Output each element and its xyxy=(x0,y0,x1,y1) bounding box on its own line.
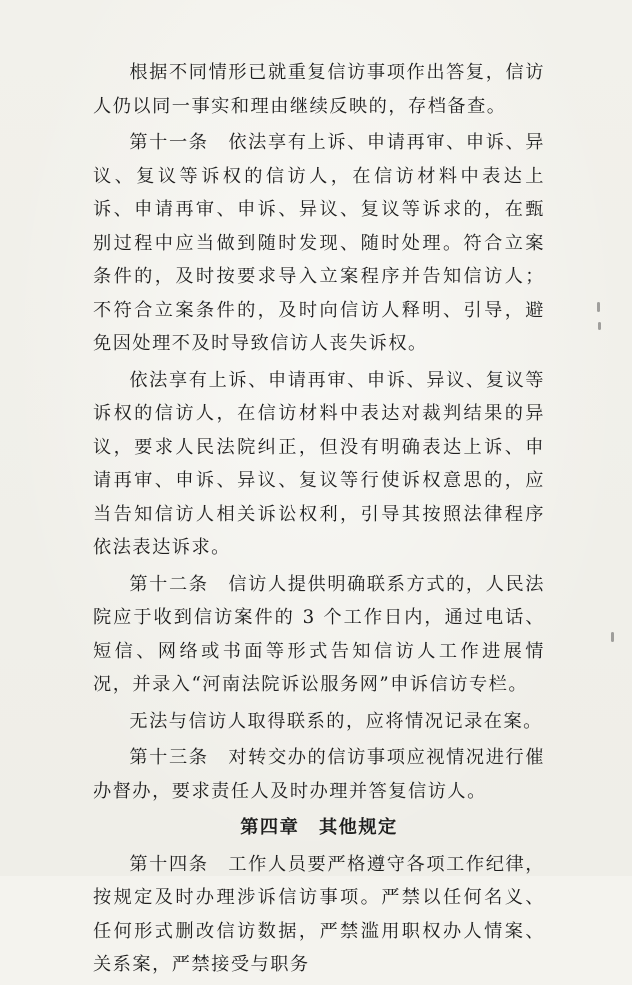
paragraph-article-11-cont: 依法享有上诉、申请再审、申诉、异议、复议等诉权的信访人，在信访材料中表达对裁判结果的异议，要求人民法院纠正，但没有明确表达上诉、申请再审、申诉、异议、复议等行使诉权意思的，应当告知信访人相关诉讼权利，引导其按照法律程序依法表达诉求。 xyxy=(93,369,545,558)
paragraph-article-11: 第十一条 依法享有上诉、申请再审、申诉、异议、复议等诉权的信访人，在信访材料中表达上诉、申请再审、申诉、异议、复议等诉求的，在甄别过程中应当做到随时发现、随时处理。符合立案条件的，及时按要求导入立案程序并告知信访人；不符合立案条件的，及时向信访人释明、引导，避免因处理不及时导致信访人丧失诉权。 xyxy=(93,132,545,354)
paragraph-article-13: 第十三条 对转交办的信访事项应视情况进行催办督办，要求责任人及时办理并答复信访人。 xyxy=(93,747,545,802)
paragraph-no-contact: 无法与信访人取得联系的，应将情况记录在案。 xyxy=(129,710,543,732)
paragraph-archive-rule: 根据不同情形已就重复信访事项作出答复，信访人仍以同一事实和理由继续反映的，存档备查。 xyxy=(93,62,545,117)
paragraph-article-14: 第十四条 工作人员要严格遵守各项工作纪律，按规定及时办理涉诉信访事项。严禁以任何名义、任何形式删改信访数据，严禁滥用职权办人情案、关系案，严禁接受与职务 xyxy=(93,853,545,975)
scan-edge-mark xyxy=(597,302,600,312)
document-body xyxy=(93,56,545,985)
scan-edge-mark xyxy=(598,322,601,330)
paragraph-article-12: 第十二条 信访人提供明确联系方式的，人民法院应于收到信访案件的 3 个工作日内，通过电话、短信、网络或书面等形式告知信访人工作进展情况，并录入“河南法院诉讼服务网”申诉信访专栏。 xyxy=(93,573,545,695)
scan-edge-mark xyxy=(611,632,614,642)
chapter-heading: 第四章 其他规定 xyxy=(240,817,398,838)
